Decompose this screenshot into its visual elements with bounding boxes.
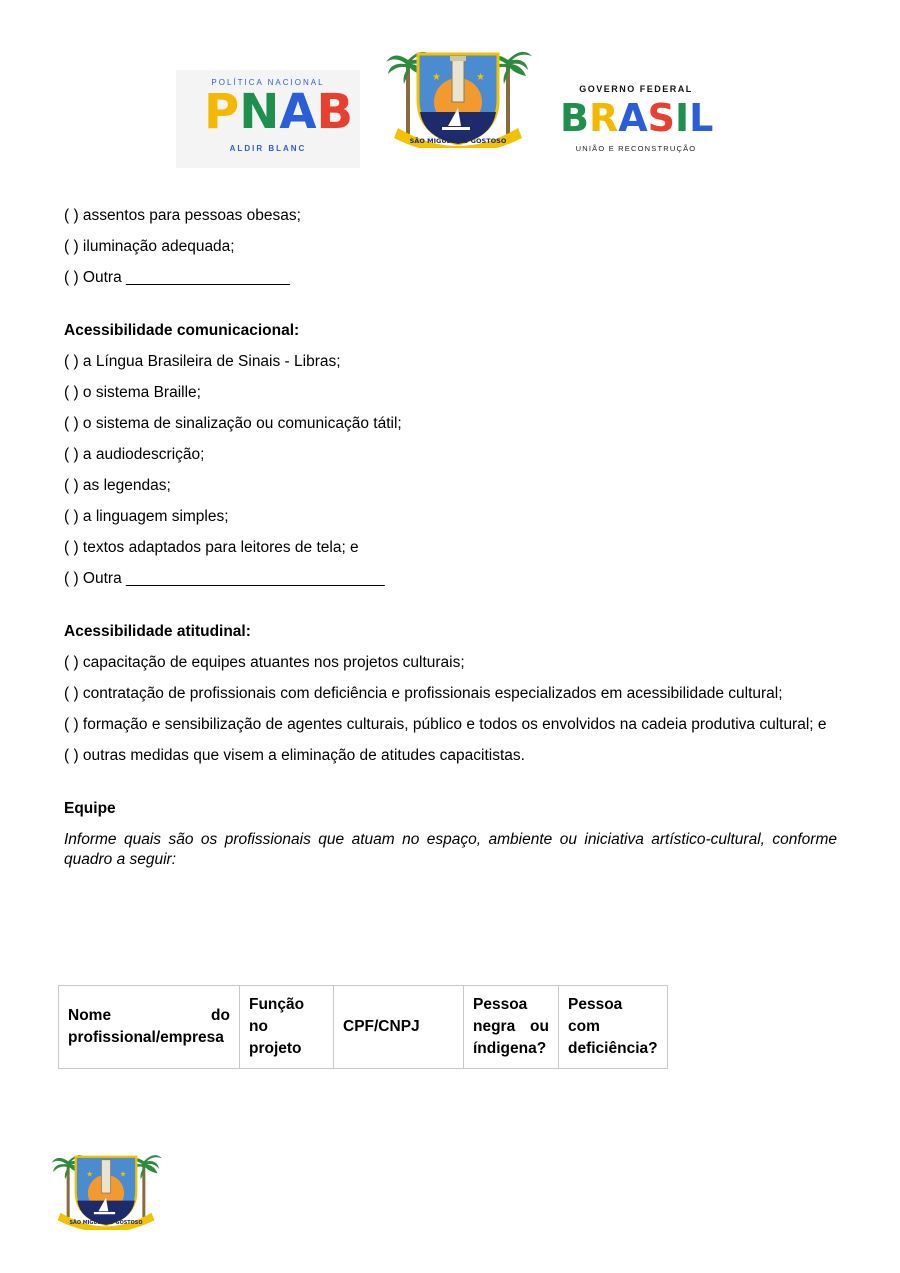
checkbox-option[interactable]: ( ) a audiodescrição; [64, 446, 205, 463]
governo-federal-logo [560, 84, 720, 164]
checkbox-option[interactable]: ( ) outras medidas que visem a eliminação de atitudes capacitistas. [64, 747, 525, 764]
checkbox-option[interactable]: ( ) o sistema Braille; [64, 384, 201, 401]
gov-logo-word [560, 98, 720, 138]
gov-letter: S [647, 96, 676, 140]
checkbox-option[interactable]: ( ) o sistema de sinalização ou comunicação tátil; [64, 415, 402, 432]
checkbox-option[interactable]: ( ) textos adaptados para leitores de tela; e [64, 539, 359, 556]
team-table [58, 985, 668, 1069]
checkbox-option[interactable]: ( ) a linguagem simples; [64, 508, 229, 525]
pnab-letter: A [279, 84, 317, 140]
svg-text:★: ★ [432, 72, 441, 83]
section-heading-team: Equipe [64, 800, 116, 817]
gov-letter: L [689, 96, 714, 140]
gov-logo-bottom-text: UNIÃO E RECONSTRUÇÃO [575, 144, 697, 153]
table-header-row [59, 986, 668, 1069]
page-header [0, 40, 900, 170]
pnab-logo-bottom-text: ALDIR BLANC [229, 144, 307, 153]
gov-letter: B [560, 96, 589, 140]
footer-crest-logo [50, 1144, 162, 1230]
column-header-function: Função no projeto [240, 986, 334, 1069]
checkbox-option[interactable]: ( ) a Língua Brasileira de Sinais - Libras; [64, 353, 341, 370]
section-heading-attitudinal: Acessibilidade atitudinal: [64, 623, 251, 640]
pnab-letter: B [316, 84, 354, 140]
column-header-black-indigenous: Pessoa negra ou índigena? [464, 986, 559, 1069]
column-header-name: Nome do profissional/empresa [59, 986, 240, 1069]
checkbox-option[interactable]: ( ) formação e sensibilização de agentes culturais, público e todos os envolvidos na cadeia produtiva cultural; e [64, 716, 827, 733]
checkbox-option-other[interactable]: ( ) Outra ___________________ [64, 269, 290, 286]
svg-text:★: ★ [119, 1169, 127, 1179]
checkbox-option-other[interactable]: ( ) Outra ______________________________ [64, 570, 385, 587]
column-header-cpf-cnpj: CPF/CNPJ [334, 986, 464, 1069]
form-content [64, 206, 837, 881]
crest-banner-text: SÃO MIGUEL DO GOSTOSO [409, 137, 507, 145]
section-heading-communicational: Acessibilidade comunicacional: [64, 322, 300, 339]
pnab-logo-top-text: POLÍTICA NACIONAL [211, 78, 325, 87]
checkbox-option[interactable]: ( ) as legendas; [64, 477, 171, 494]
checkbox-option[interactable]: ( ) contratação de profissionais com deficiência e profissionais especializados em acessibilidade cultural; [64, 685, 783, 702]
svg-text:★: ★ [86, 1169, 94, 1179]
gov-letter: R [588, 96, 619, 140]
pnab-logo-word [204, 84, 354, 140]
municipal-crest-logo [384, 40, 532, 148]
column-header-disability: Pessoa com deficiência? [559, 986, 668, 1069]
pnab-logo [176, 70, 360, 168]
team-description: Informe quais são os profissionais que atuam no espaço, ambiente ou iniciativa artístico-cultural, conforme quadro a seguir: [64, 831, 837, 868]
svg-text:★: ★ [476, 72, 485, 83]
pnab-letter: N [239, 84, 280, 140]
gov-letter: A [618, 96, 648, 140]
gov-letter: I [675, 96, 690, 140]
gov-logo-top-text: GOVERNO FEDERAL [579, 84, 693, 94]
checkbox-option[interactable]: ( ) assentos para pessoas obesas; [64, 207, 301, 224]
footer-crest-banner-text: SÃO MIGUEL DO GOSTOSO [69, 1220, 143, 1227]
checkbox-option[interactable]: ( ) capacitação de equipes atuantes nos projetos culturais; [64, 654, 465, 671]
pnab-letter: P [204, 84, 240, 140]
checkbox-option[interactable]: ( ) iluminação adequada; [64, 238, 235, 255]
